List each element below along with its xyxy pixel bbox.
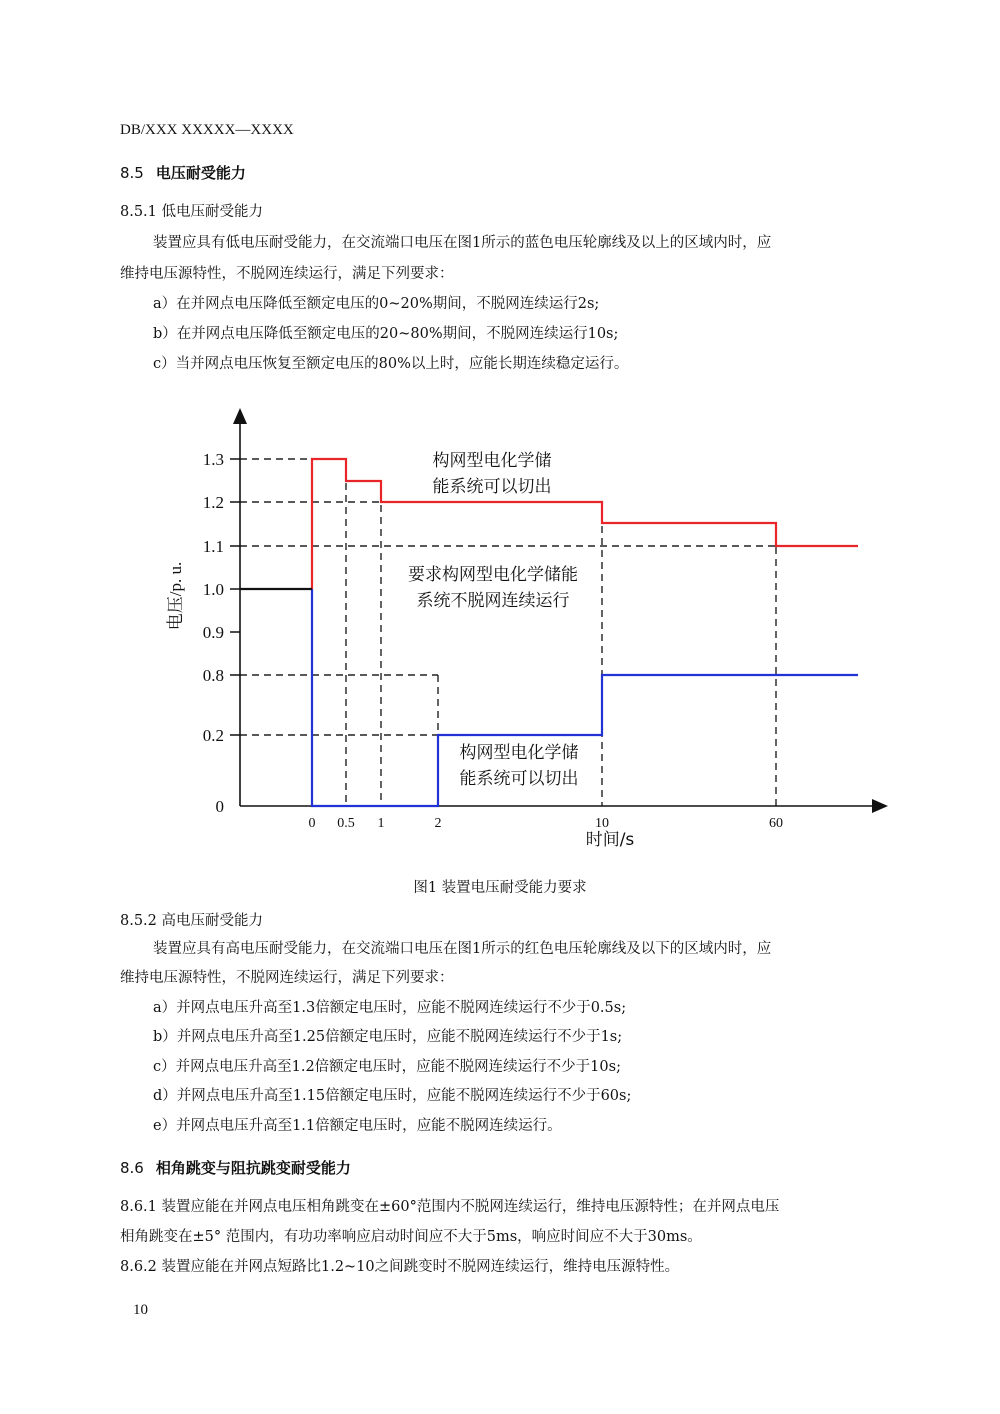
y-tick-label: 1.1 — [202, 537, 224, 556]
section-8-6-heading — [120, 1157, 351, 1178]
x-tick-label: 60 — [769, 816, 783, 831]
y-tick-label: 1.2 — [202, 493, 224, 512]
y-tick-label: 1.3 — [202, 450, 224, 469]
section-title: 相角跳变与阻抗跳变耐受能力 — [155, 1159, 351, 1177]
series-line-0 — [312, 459, 858, 589]
annotation-upper-line1: 构网型电化学储 — [432, 451, 552, 471]
x-tick-label: 1 — [377, 816, 385, 831]
paragraph-line: 装置应具有高电压耐受能力，在交流端口电压在图1所示的红色电压轮廓线及以下的区域内时，应 — [153, 941, 772, 957]
list-item: b）在并网点电压降低至额定电压的20~80%期间，不脱网连续运行10s; — [153, 326, 619, 342]
list-item: a）在并网点电压降低至额定电压的0~20%期间，不脱网连续运行2s; — [153, 296, 600, 312]
document-code: DB/XXX XXXXX—XXXX — [120, 122, 294, 138]
page-number: 10 — [133, 1302, 148, 1318]
y-tick-label: 1.0 — [202, 580, 224, 599]
annotation-middle-line1: 要求构网型电化学储能 — [408, 565, 578, 585]
list-item: d）并网点电压升高至1.15倍额定电压时，应能不脱网连续运行不少于60s; — [153, 1088, 632, 1104]
section-8-5-1-heading: 8.5.1 低电压耐受能力 — [120, 204, 264, 220]
x-tick-label: 0.5 — [337, 816, 355, 831]
y-axis-label: 电压/p. u. — [166, 561, 185, 631]
x-axis-label: 时间/s — [585, 830, 635, 850]
list-item: c）当并网点电压恢复至额定电压的80%以上时，应能长期连续稳定运行。 — [153, 356, 629, 372]
paragraph-line: 相角跳变在±5° 范围内，有功功率响应启动时间应不大于5ms，响应时间应不大于30ms。 — [120, 1229, 702, 1245]
paragraph-line: 维持电压源特性，不脱网连续运行，满足下列要求： — [120, 970, 454, 986]
list-item: e）并网点电压升高至1.1倍额定电压时，应能不脱网连续运行。 — [153, 1118, 562, 1134]
section-title: 电压耐受能力 — [155, 164, 246, 182]
paragraph-line: 8.6.2 装置应能在并网点短路比1.2~10之间跳变时不脱网连续运行，维持电压源特性。 — [120, 1259, 680, 1275]
x-tick-label: 2 — [434, 816, 442, 831]
voltage-tolerance-chart — [150, 400, 900, 860]
y-tick-label: 0.9 — [202, 623, 224, 642]
y-tick-label: 0.8 — [202, 666, 224, 685]
y-tick-label: 0 — [215, 797, 224, 816]
annotation-middle-line2: 系统不脱网连续运行 — [416, 591, 570, 611]
section-8-5-heading — [120, 162, 246, 183]
y-tick-label: 0.2 — [202, 726, 224, 745]
figure-caption: 图1 装置电压耐受能力要求 — [413, 880, 587, 896]
section-number: 8.5 — [120, 164, 144, 182]
annotation-lower-line1: 构网型电化学储 — [459, 743, 579, 763]
annotation-lower-line2: 能系统可以切出 — [459, 769, 579, 789]
y-axis-arrow — [233, 408, 247, 424]
section-number: 8.6 — [120, 1159, 144, 1177]
list-item: b）并网点电压升高至1.25倍额定电压时，应能不脱网连续运行不少于1s; — [153, 1029, 623, 1045]
list-item: c）并网点电压升高至1.2倍额定电压时，应能不脱网连续运行不少于10s; — [153, 1059, 621, 1075]
paragraph-line: 装置应具有低电压耐受能力，在交流端口电压在图1所示的蓝色电压轮廓线及以上的区域内时，应 — [153, 235, 772, 251]
section-8-5-2-heading: 8.5.2 高电压耐受能力 — [120, 913, 264, 929]
x-tick-label: 10 — [595, 816, 609, 831]
annotation-upper-line2: 能系统可以切出 — [432, 477, 552, 497]
paragraph-line: 8.6.1 装置应能在并网点电压相角跳变在±60°范围内不脱网连续运行，维持电压源特性；在并网点电压 — [120, 1199, 780, 1215]
x-tick-label: 0 — [308, 816, 316, 831]
paragraph-line: 维持电压源特性，不脱网连续运行，满足下列要求： — [120, 266, 454, 282]
x-axis-arrow — [872, 799, 888, 813]
list-item: a）并网点电压升高至1.3倍额定电压时，应能不脱网连续运行不少于0.5s; — [153, 1000, 627, 1016]
